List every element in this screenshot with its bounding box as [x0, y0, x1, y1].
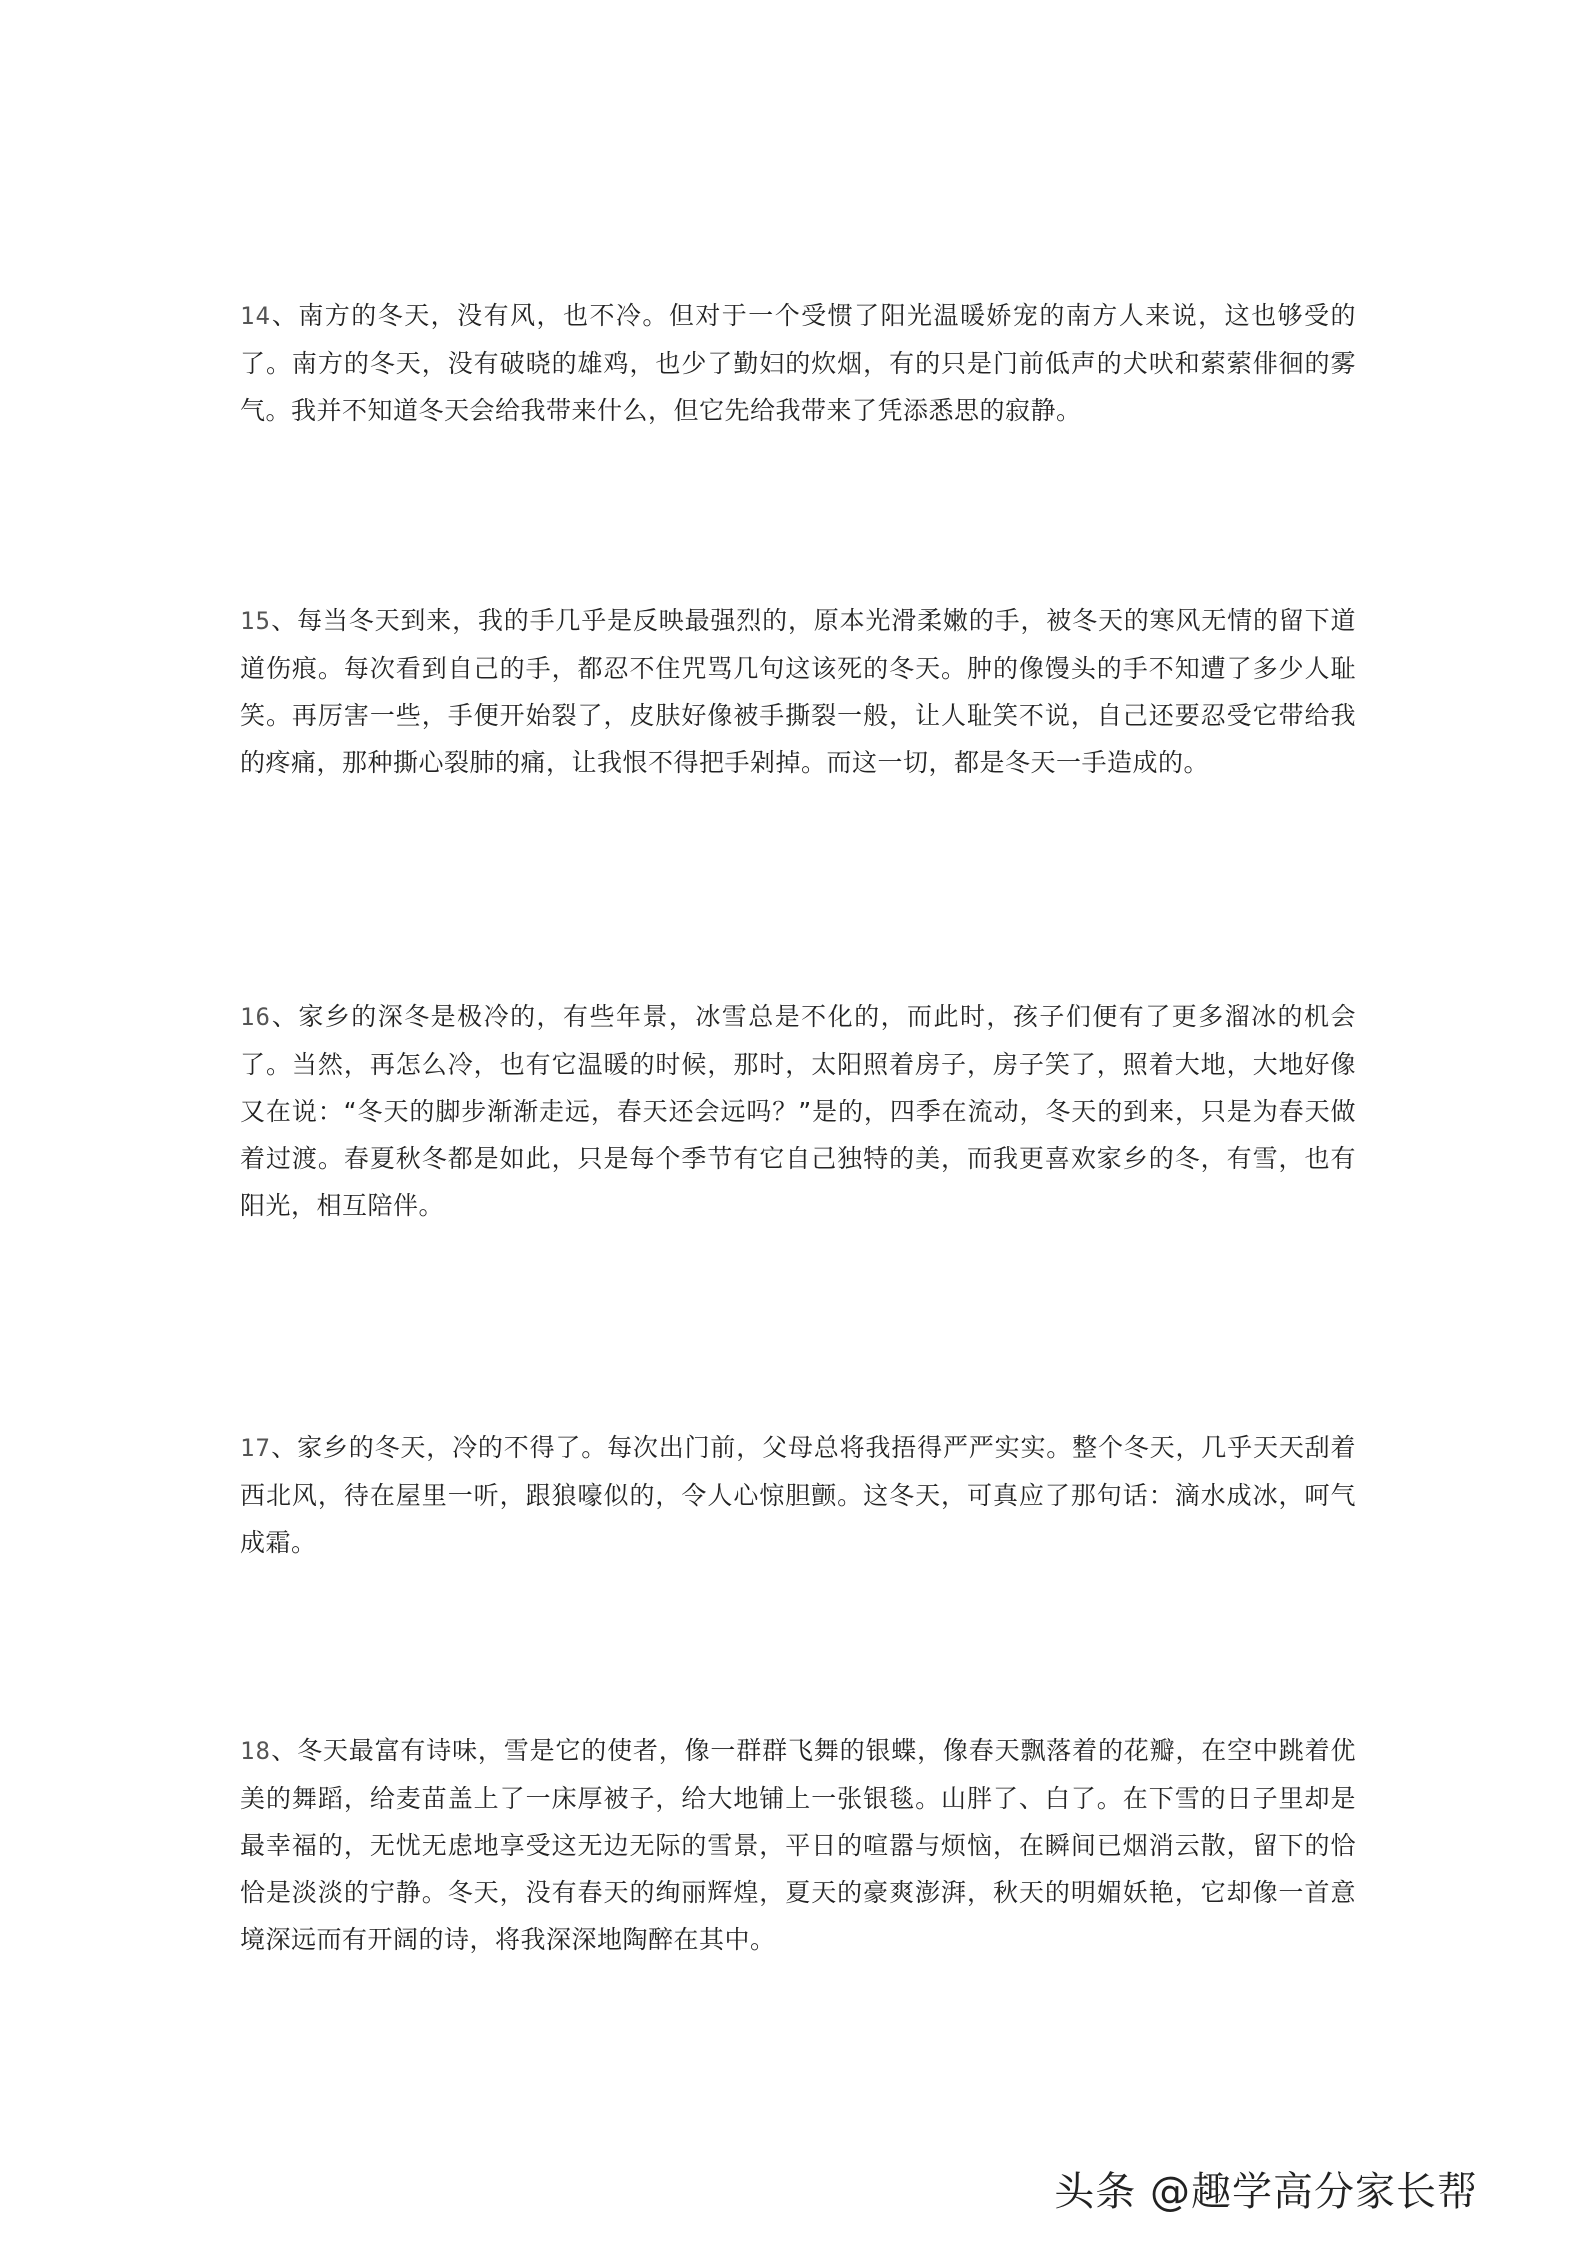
- paragraph-number: 16: [240, 1003, 271, 1031]
- paragraph-14: [240, 292, 1356, 434]
- paragraph-number: 17: [240, 1434, 271, 1462]
- paragraph-separator: 、: [270, 1433, 298, 1462]
- paragraph-separator: 、: [270, 1736, 298, 1765]
- paragraph-17: [240, 1424, 1356, 1566]
- paragraph-15: [240, 597, 1356, 786]
- paragraph-16: [240, 993, 1356, 1229]
- paragraph-separator: 、: [270, 301, 299, 330]
- watermark-text: 头条 @趣学高分家长帮: [1054, 2169, 1478, 2215]
- paragraph-separator: 、: [270, 606, 298, 635]
- paragraph-number: 15: [240, 607, 271, 635]
- paragraph-text: 每当冬天到来，我的手几乎是反映最强烈的，原本光滑柔嫩的手，被冬天的寒风无情的留下道道伤痕。每次看到自己的手，都忍不住咒骂几句这该死的冬天。肿的像馒头的手不知遭了多少人耻笑。再厉害一些，手便开始裂了，皮肤好像被手撕裂一般，让人耻笑不说，自己还要忍受它带给我的疼痛，那种撕心裂肺的痛，让我恨不得把手剁掉。而这一切，都是冬天一手造成的。: [240, 606, 1356, 777]
- paragraph-18: [240, 1727, 1356, 1963]
- paragraph-text: 家乡的深冬是极冷的，有些年景，冰雪总是不化的，而此时，孩子们便有了更多溜冰的机会了。当然，再怎么冷，也有它温暖的时候，那时，太阳照着房子，房子笑了，照着大地，大地好像又在说：“冬天的脚步渐渐走远，春天还会远吗？”是的，四季在流动，冬天的到来，只是为春天做着过渡。春夏秋冬都是如此，只是每个季节有它自己独特的美，而我更喜欢家乡的冬，有雪，也有阳光，相互陪伴。: [240, 1002, 1356, 1220]
- paragraph-text: 南方的冬天，没有风，也不冷。但对于一个受惯了阳光温暖娇宠的南方人来说，这也够受的了。南方的冬天，没有破晓的雄鸡，也少了勤妇的炊烟，有的只是门前低声的犬吠和萦萦俳徊的雾气。我并不知道冬天会给我带来什么，但它先给我带来了凭添悉思的寂静。: [240, 301, 1356, 425]
- paragraph-separator: 、: [270, 1002, 299, 1031]
- paragraph-number: 18: [240, 1737, 271, 1765]
- paragraph-text: 冬天最富有诗味，雪是它的使者，像一群群飞舞的银蝶，像春天飘落着的花瓣，在空中跳着优美的舞蹈，给麦苗盖上了一床厚被子，给大地铺上一张银毯。山胖了、白了。在下雪的日子里却是最幸福的，无忧无虑地享受这无边无际的雪景，平日的喧嚣与烦恼，在瞬间已烟消云散，留下的恰恰是淡淡的宁静。冬天，没有春天的绚丽辉煌，夏天的豪爽澎湃，秋天的明媚妖艳，它却像一首意境深远而有开阔的诗，将我深深地陶醉在其中。: [240, 1736, 1356, 1954]
- paragraph-text: 家乡的冬天，冷的不得了。每次出门前，父母总将我捂得严严实实。整个冬天，几乎天天刮着西北风，待在屋里一听，跟狼嚎似的，令人心惊胆颤。这冬天，可真应了那句话：滴水成冰，呵气成霜。: [240, 1433, 1356, 1557]
- paragraph-number: 14: [240, 302, 271, 330]
